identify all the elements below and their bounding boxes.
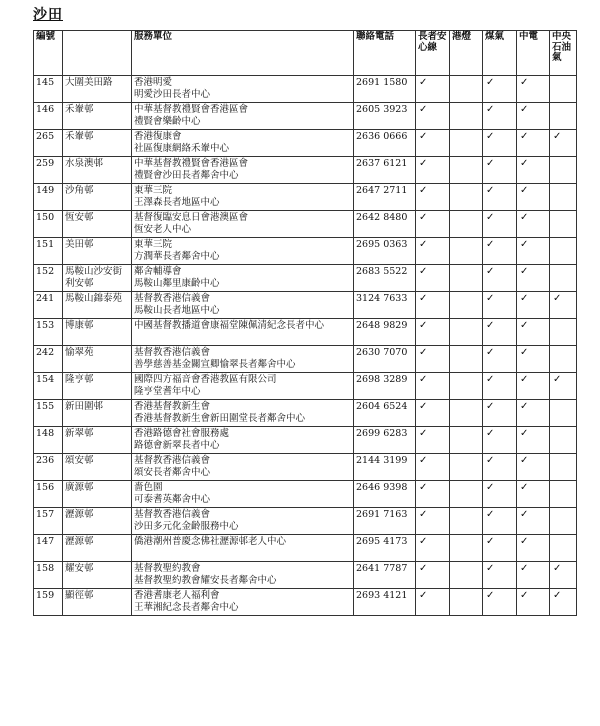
row-phone: 2693 4121 [354, 589, 416, 616]
check-hk-electric [450, 481, 483, 508]
row-organisation: 基督復臨安息日會港澳區會 [134, 212, 249, 223]
row-code: 152 [34, 265, 63, 292]
row-centre: 明愛沙田長者中心 [134, 89, 211, 100]
row-organisation: 香港耆康老人福利會 [134, 590, 220, 601]
row-phone: 2637 6121 [354, 157, 416, 184]
row-estate: 禾輋邨 [63, 130, 132, 157]
check-central-lpg [550, 346, 577, 373]
check-elderly-safety-line: ✓ [416, 400, 450, 427]
check-central-lpg [550, 184, 577, 211]
row-centre: 方潤華長者鄰舍中心 [134, 251, 220, 262]
row-centre: 沙田多元化金齡服務中心 [134, 521, 239, 532]
table-row [34, 319, 577, 346]
check-hk-electric [450, 535, 483, 562]
table-row [34, 76, 577, 103]
row-estate: 恆安邨 [63, 211, 132, 238]
check-elderly-safety-line: ✓ [416, 157, 450, 184]
check-towngas: ✓ [483, 130, 517, 157]
table-row [34, 130, 577, 157]
check-clp: ✓ [517, 76, 550, 103]
row-code: 151 [34, 238, 63, 265]
row-code: 156 [34, 481, 63, 508]
table-body [34, 76, 577, 616]
row-service-unit [132, 76, 354, 103]
check-towngas: ✓ [483, 76, 517, 103]
row-service-unit [132, 265, 354, 292]
row-organisation: 基督教香港信義會 [134, 347, 211, 358]
check-elderly-safety-line: ✓ [416, 589, 450, 616]
table-row [34, 562, 577, 589]
row-centre: 馬鞍山鄰里康齡中心 [134, 278, 220, 289]
check-hk-electric [450, 130, 483, 157]
check-central-lpg [550, 238, 577, 265]
row-code: 147 [34, 535, 63, 562]
check-central-lpg [550, 454, 577, 481]
row-code: 242 [34, 346, 63, 373]
row-organisation: 基督教聖約教會 [134, 563, 201, 574]
check-hk-electric [450, 103, 483, 130]
check-clp: ✓ [517, 319, 550, 346]
check-central-lpg: ✓ [550, 589, 577, 616]
check-elderly-safety-line: ✓ [416, 211, 450, 238]
check-clp: ✓ [517, 265, 550, 292]
row-estate: 瀝源邨 [63, 535, 132, 562]
table-row [34, 508, 577, 535]
check-towngas: ✓ [483, 265, 517, 292]
check-towngas: ✓ [483, 238, 517, 265]
check-clp: ✓ [517, 427, 550, 454]
row-service-unit [132, 454, 354, 481]
table-row [34, 211, 577, 238]
check-central-lpg [550, 427, 577, 454]
check-hk-electric [450, 292, 483, 319]
check-central-lpg [550, 319, 577, 346]
row-centre: 王華湘紀念長者鄰舍中心 [134, 602, 239, 613]
check-central-lpg [550, 508, 577, 535]
check-hk-electric [450, 562, 483, 589]
row-centre: 基督教聖約教會耀安長者鄰舍中心 [134, 575, 277, 586]
row-organisation: 香港明愛 [134, 77, 173, 88]
header-code: 編號 [34, 31, 63, 76]
header-row [34, 31, 577, 76]
row-organisation: 中華基督教禮賢會香港區會 [134, 104, 249, 115]
check-hk-electric [450, 427, 483, 454]
check-towngas: ✓ [483, 535, 517, 562]
row-centre: 王澤森長者地區中心 [134, 197, 220, 208]
check-clp: ✓ [517, 508, 550, 535]
row-estate: 馬鞍山錦泰苑 [63, 292, 132, 319]
check-central-lpg [550, 535, 577, 562]
row-phone: 2698 3289 [354, 373, 416, 400]
row-estate: 頌安邨 [63, 454, 132, 481]
row-estate: 新翠邨 [63, 427, 132, 454]
row-organisation: 中國基督教播道會康福堂陳佩清紀念長者中心 [134, 320, 325, 331]
check-hk-electric [450, 508, 483, 535]
check-elderly-safety-line: ✓ [416, 373, 450, 400]
check-central-lpg [550, 157, 577, 184]
row-centre: 隆亨堂耆年中心 [134, 386, 201, 397]
row-estate: 馬鞍山沙安街利安邨 [63, 265, 132, 292]
row-code: 159 [34, 589, 63, 616]
check-elderly-safety-line: ✓ [416, 103, 450, 130]
check-clp: ✓ [517, 211, 550, 238]
row-organisation: 香港基督教新生會 [134, 401, 211, 412]
row-centre: 社區復康網絡禾輋中心 [134, 143, 230, 154]
table-row [34, 292, 577, 319]
row-code: 153 [34, 319, 63, 346]
row-estate: 瀝源邨 [63, 508, 132, 535]
row-code: 149 [34, 184, 63, 211]
row-estate: 大圍美田路 [63, 76, 132, 103]
row-centre: 香港基督教新生會新田圍堂長者鄰舍中心 [134, 413, 306, 424]
check-hk-electric [450, 454, 483, 481]
row-code: 158 [34, 562, 63, 589]
row-organisation: 基督教香港信義會 [134, 293, 211, 304]
check-elderly-safety-line: ✓ [416, 292, 450, 319]
check-elderly-safety-line: ✓ [416, 508, 450, 535]
row-service-unit [132, 319, 354, 346]
row-code: 259 [34, 157, 63, 184]
row-estate: 耀安邨 [63, 562, 132, 589]
table-row [34, 238, 577, 265]
check-towngas: ✓ [483, 346, 517, 373]
service-table [33, 30, 577, 616]
check-towngas: ✓ [483, 103, 517, 130]
row-code: 236 [34, 454, 63, 481]
check-hk-electric [450, 184, 483, 211]
row-phone: 2636 0666 [354, 130, 416, 157]
row-phone: 2630 7070 [354, 346, 416, 373]
check-towngas: ✓ [483, 373, 517, 400]
check-central-lpg [550, 103, 577, 130]
check-towngas: ✓ [483, 454, 517, 481]
check-central-lpg: ✓ [550, 130, 577, 157]
check-towngas: ✓ [483, 427, 517, 454]
page-title: 沙田 [33, 7, 63, 23]
header-clp: 中電 [517, 31, 550, 76]
check-elderly-safety-line: ✓ [416, 76, 450, 103]
row-organisation: 嗇色園 [134, 482, 163, 493]
check-hk-electric [450, 373, 483, 400]
row-organisation: 僑港潮州普慶念佛社瀝源邨老人中心 [134, 536, 287, 547]
row-phone: 2691 7163 [354, 508, 416, 535]
row-service-unit [132, 562, 354, 589]
check-towngas: ✓ [483, 292, 517, 319]
row-service-unit [132, 346, 354, 373]
check-elderly-safety-line: ✓ [416, 184, 450, 211]
check-towngas: ✓ [483, 481, 517, 508]
row-service-unit [132, 535, 354, 562]
row-service-unit [132, 508, 354, 535]
check-clp: ✓ [517, 238, 550, 265]
row-centre: 善學慈善基金關宣卿愉翠長者鄰舍中心 [134, 359, 296, 370]
row-centre: 馬鞍山長者地區中心 [134, 305, 220, 316]
row-estate: 隆亨邨 [63, 373, 132, 400]
check-clp: ✓ [517, 130, 550, 157]
row-estate: 新田圍邨 [63, 400, 132, 427]
header-central-lpg: 中央石油氣 [550, 31, 577, 76]
check-clp: ✓ [517, 535, 550, 562]
row-service-unit [132, 481, 354, 508]
table-row [34, 481, 577, 508]
check-clp: ✓ [517, 157, 550, 184]
check-central-lpg [550, 265, 577, 292]
row-organisation: 國際四方福音會香港教區有限公司 [134, 374, 277, 385]
check-elderly-safety-line: ✓ [416, 130, 450, 157]
table-row [34, 103, 577, 130]
row-service-unit [132, 130, 354, 157]
row-organisation: 香港路德會社會服務處 [134, 428, 230, 439]
check-central-lpg: ✓ [550, 373, 577, 400]
table-row [34, 157, 577, 184]
header-hk-electric: 港燈 [450, 31, 483, 76]
row-organisation: 基督教香港信義會 [134, 455, 211, 466]
row-service-unit [132, 184, 354, 211]
row-phone: 2699 6283 [354, 427, 416, 454]
row-code: 150 [34, 211, 63, 238]
row-organisation: 香港復康會 [134, 131, 182, 142]
table-row [34, 184, 577, 211]
check-towngas: ✓ [483, 157, 517, 184]
table-row [34, 454, 577, 481]
table-row [34, 427, 577, 454]
check-elderly-safety-line: ✓ [416, 346, 450, 373]
check-hk-electric [450, 265, 483, 292]
table-row [34, 373, 577, 400]
row-centre: 頌安長者鄰舍中心 [134, 467, 211, 478]
check-towngas: ✓ [483, 508, 517, 535]
row-estate: 禾輋邨 [63, 103, 132, 130]
header-estate [63, 31, 132, 76]
row-service-unit [132, 103, 354, 130]
check-clp: ✓ [517, 562, 550, 589]
check-elderly-safety-line: ✓ [416, 481, 450, 508]
check-clp: ✓ [517, 400, 550, 427]
row-service-unit [132, 373, 354, 400]
row-code: 154 [34, 373, 63, 400]
header-unit: 服務單位 [132, 31, 354, 76]
row-service-unit [132, 400, 354, 427]
row-phone: 2647 2711 [354, 184, 416, 211]
row-estate: 水泉澳邨 [63, 157, 132, 184]
row-service-unit [132, 238, 354, 265]
row-estate: 廣源邨 [63, 481, 132, 508]
row-code: 145 [34, 76, 63, 103]
table-row [34, 346, 577, 373]
check-central-lpg [550, 76, 577, 103]
row-phone: 2695 0363 [354, 238, 416, 265]
row-phone: 2604 6524 [354, 400, 416, 427]
check-hk-electric [450, 157, 483, 184]
row-phone: 2695 4173 [354, 535, 416, 562]
check-central-lpg: ✓ [550, 562, 577, 589]
check-clp: ✓ [517, 184, 550, 211]
check-clp: ✓ [517, 481, 550, 508]
row-estate: 美田邨 [63, 238, 132, 265]
row-centre: 禮賢會沙田長者鄰舍中心 [134, 170, 239, 181]
check-towngas: ✓ [483, 184, 517, 211]
row-centre: 可泰耆英鄰舍中心 [134, 494, 211, 505]
check-elderly-safety-line: ✓ [416, 265, 450, 292]
row-organisation: 東華三院 [134, 239, 173, 250]
row-service-unit [132, 427, 354, 454]
row-estate: 顯徑邨 [63, 589, 132, 616]
row-phone: 2605 3923 [354, 103, 416, 130]
row-phone: 2641 7787 [354, 562, 416, 589]
check-hk-electric [450, 319, 483, 346]
row-phone: 2648 9829 [354, 319, 416, 346]
row-code: 155 [34, 400, 63, 427]
row-organisation: 中華基督教禮賢會香港區會 [134, 158, 249, 169]
check-hk-electric [450, 346, 483, 373]
check-elderly-safety-line: ✓ [416, 454, 450, 481]
row-organisation: 東華三院 [134, 185, 173, 196]
check-central-lpg: ✓ [550, 292, 577, 319]
check-central-lpg [550, 400, 577, 427]
check-clp: ✓ [517, 292, 550, 319]
header-phone: 聯絡電話 [354, 31, 416, 76]
row-phone: 2691 1580 [354, 76, 416, 103]
check-clp: ✓ [517, 373, 550, 400]
row-phone: 2646 9398 [354, 481, 416, 508]
row-phone: 3124 7633 [354, 292, 416, 319]
row-phone: 2642 8480 [354, 211, 416, 238]
row-centre: 恆安老人中心 [134, 224, 192, 235]
check-elderly-safety-line: ✓ [416, 535, 450, 562]
check-towngas: ✓ [483, 562, 517, 589]
row-code: 157 [34, 508, 63, 535]
check-towngas: ✓ [483, 400, 517, 427]
check-clp: ✓ [517, 346, 550, 373]
table-row [34, 589, 577, 616]
row-estate: 沙角邨 [63, 184, 132, 211]
check-hk-electric [450, 400, 483, 427]
check-elderly-safety-line: ✓ [416, 562, 450, 589]
check-hk-electric [450, 76, 483, 103]
check-clp: ✓ [517, 103, 550, 130]
check-central-lpg [550, 211, 577, 238]
row-centre: 路德會新翠長者中心 [134, 440, 220, 451]
row-code: 146 [34, 103, 63, 130]
table-row [34, 535, 577, 562]
row-centre: 禮賢會樂齡中心 [134, 116, 201, 127]
check-clp: ✓ [517, 454, 550, 481]
row-code: 148 [34, 427, 63, 454]
row-code: 265 [34, 130, 63, 157]
row-estate: 博康邨 [63, 319, 132, 346]
row-service-unit [132, 292, 354, 319]
check-hk-electric [450, 238, 483, 265]
check-elderly-safety-line: ✓ [416, 319, 450, 346]
row-code: 241 [34, 292, 63, 319]
check-hk-electric [450, 589, 483, 616]
row-phone: 2683 5522 [354, 265, 416, 292]
check-elderly-safety-line: ✓ [416, 238, 450, 265]
header-towngas: 煤氣 [483, 31, 517, 76]
check-hk-electric [450, 211, 483, 238]
header-elderly-safety-line: 長者安心線 [416, 31, 450, 76]
table-row [34, 400, 577, 427]
check-towngas: ✓ [483, 319, 517, 346]
check-elderly-safety-line: ✓ [416, 427, 450, 454]
row-organisation: 基督教香港信義會 [134, 509, 211, 520]
row-organisation: 鄰舍輔導會 [134, 266, 182, 277]
row-phone: 2144 3199 [354, 454, 416, 481]
check-clp: ✓ [517, 589, 550, 616]
row-service-unit [132, 589, 354, 616]
row-service-unit [132, 157, 354, 184]
check-towngas: ✓ [483, 589, 517, 616]
table-row [34, 265, 577, 292]
check-towngas: ✓ [483, 211, 517, 238]
row-service-unit [132, 211, 354, 238]
row-estate: 愉翠苑 [63, 346, 132, 373]
check-central-lpg [550, 481, 577, 508]
